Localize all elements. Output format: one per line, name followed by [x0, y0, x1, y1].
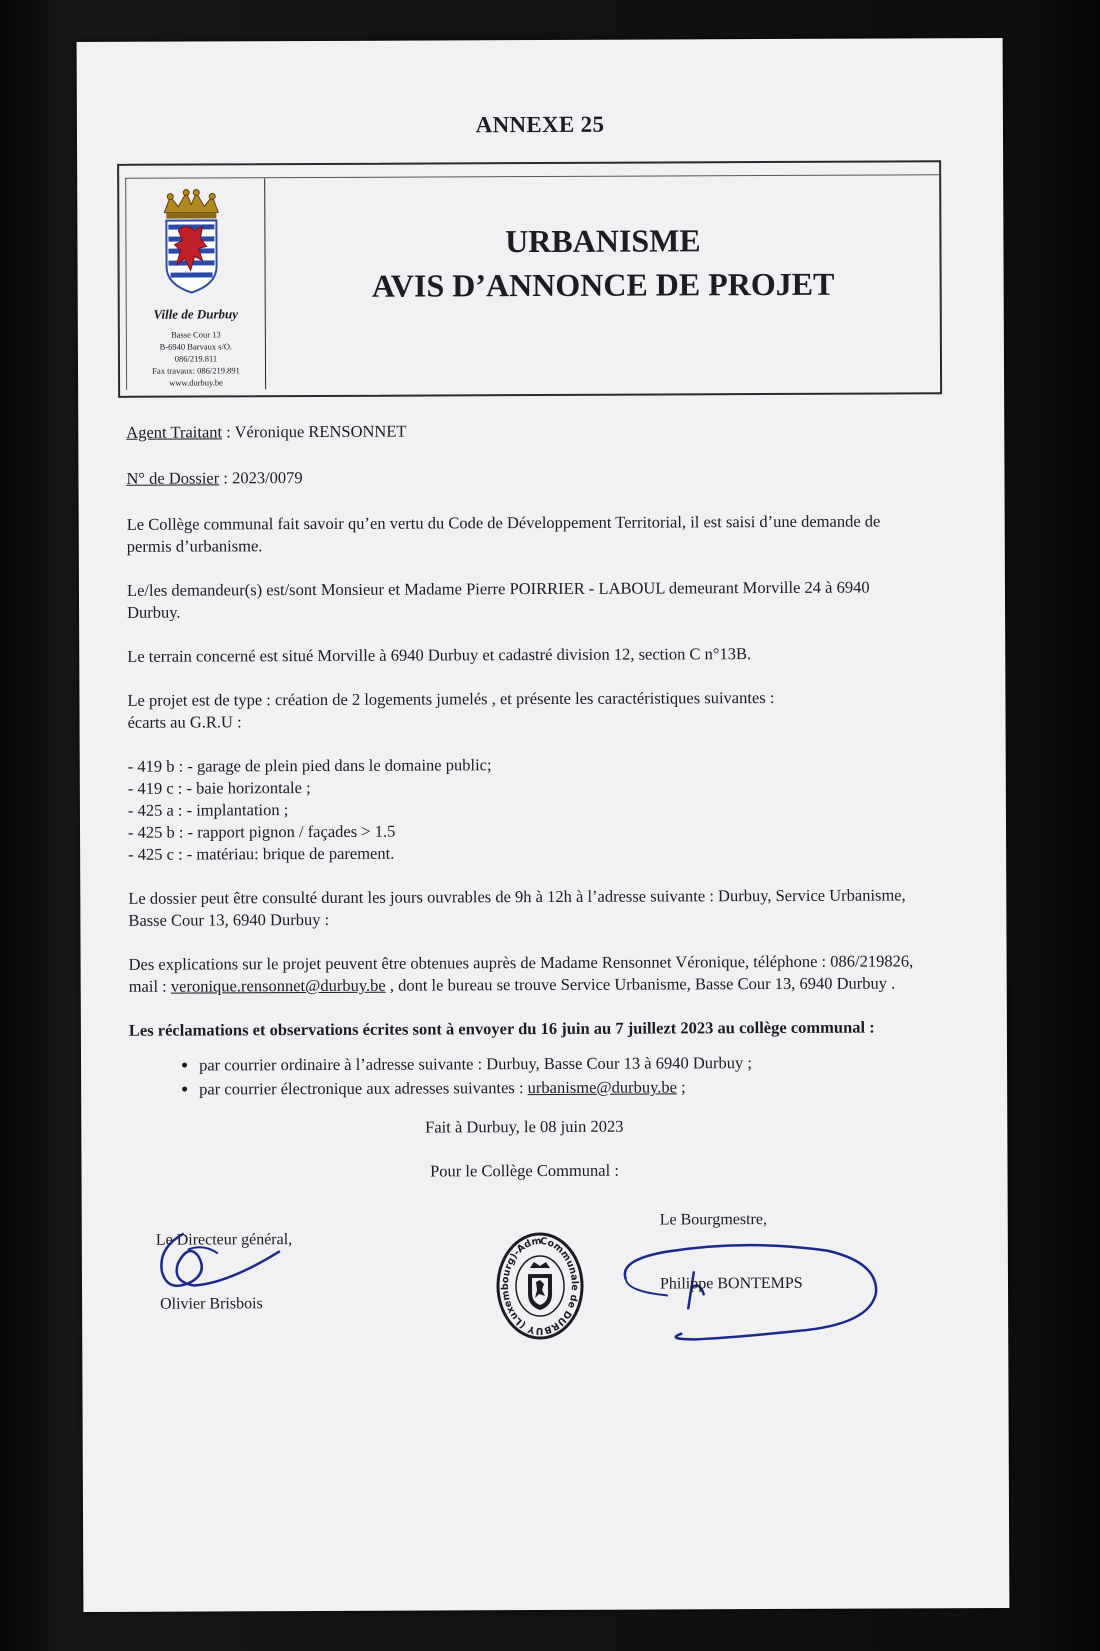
address-line: www.durbuy.be	[169, 377, 223, 388]
address-line: Fax travaux: 086/219.891	[152, 365, 240, 376]
director-name: Olivier Brisbois	[160, 1295, 263, 1313]
paragraph-explications	[129, 950, 919, 997]
submission-list	[129, 1050, 919, 1101]
notice-paper	[77, 38, 1010, 1612]
list-item: - 419 b : - garage de plein pied dans le domaine public;	[127, 755, 492, 776]
bourgmestre-name: Philippe BONTEMPS	[659, 1274, 803, 1293]
paragraph-demandeur: Le/les demandeur(s) est/sont Monsieur et Madame Pierre POIRRIER - LABOUL demeurant Morville 24 à 6940 Durbuy.	[126, 577, 870, 622]
pour-college: Pour le Collège Communal :	[430, 1160, 619, 1181]
paragraph-terrain: Le terrain concerné est situé Morville à 6940 Durbuy et cadastré division 12, section C n°13B.	[127, 644, 752, 666]
address-block	[127, 328, 265, 389]
list-item	[199, 1074, 919, 1101]
communal-seal-icon	[494, 1230, 586, 1342]
dossier-value: : 2023/0079	[223, 468, 303, 488]
paragraph-college: Le Collège communal fait savoir qu’en vertu du Code de Développement Territorial, il est saisi d’une demande de permis d’urbanisme.	[126, 511, 881, 556]
director-label: Le Directeur général,	[155, 1231, 293, 1249]
deviation-list	[128, 752, 918, 865]
list-item: - 425 c : - matériau: brique de parement.	[128, 843, 395, 864]
address-line: Basse Cour 13	[171, 329, 221, 340]
notice-body	[126, 418, 919, 1183]
title-avis: AVIS D’ANNONCE DE PROJET	[371, 265, 835, 304]
director-signature-icon	[148, 1223, 298, 1304]
header-inner	[125, 174, 940, 390]
explications-text: Des explications sur le projet peuvent être obtenues auprès de Madame Rensonnet Véronique, téléphone : 086/219826, mail :	[128, 951, 914, 996]
address-line: 086/219.811	[174, 353, 218, 364]
title-urbanisme: URBANISME	[505, 222, 701, 260]
email-link-urbanisme[interactable]: urbanisme@durbuy.be	[527, 1077, 677, 1098]
signature-area	[122, 1198, 963, 1362]
list-item: - 419 c : - baie horizontale ;	[127, 778, 311, 798]
bourgmestre-label: Le Bourgmestre,	[659, 1211, 767, 1229]
paragraph-ecarts: écarts au G.R.U :	[127, 712, 242, 732]
paragraph-consultation: Le dossier peut être consulté durant les jours ouvrables de 9h à 12h à l’adresse suivante : Durbuy, Service Urbanisme, Basse Cour 13, 6940 Durbuy :	[128, 885, 906, 930]
title-column	[266, 175, 940, 389]
dossier-label: N° de Dossier	[126, 468, 220, 488]
agent-label: Agent Traitant	[126, 422, 223, 442]
address-line: B-6940 Barvaux s/O.	[159, 341, 233, 352]
logo-column	[126, 178, 266, 390]
list-item: • par courrier ordinaire à l’adresse suivante : Durbuy, Basse Cour 13 à 6940 Durbuy ;	[199, 1050, 919, 1077]
ville-name: Ville de Durbuy	[153, 306, 239, 322]
list-item: - 425 b : - rapport pignon / façades > 1.5	[127, 821, 396, 842]
list-item: - 425 a : - implantation ;	[127, 800, 289, 820]
bullet-text: par courrier électronique aux adresses suivantes :	[199, 1078, 528, 1099]
fait-a-durbuy: Fait à Durbuy, le 08 juin 2023	[425, 1116, 624, 1137]
paragraph-reclamations: Les réclamations et observations écrites sont à envoyer du 16 juin au 7 juillezt 2023 au collège communal :	[128, 1017, 875, 1040]
header-box	[117, 160, 942, 398]
agent-value: : Véronique RENSONNET	[226, 421, 407, 442]
seal-text: Communale de DURBUY (Luxembourg)-Adm.	[499, 1235, 581, 1337]
paragraph-projet: Le projet est de type : création de 2 logements jumelés , et présente les caractéristiques suivantes :	[127, 687, 775, 710]
bullet-tail: ;	[676, 1077, 686, 1097]
durbuy-crest-icon	[156, 186, 226, 296]
explications-tail: , dont le bureau se trouve Service Urbanisme, Basse Cour 13, 6940 Durbuy .	[385, 973, 896, 995]
email-link-veronique[interactable]: veronique.rensonnet@durbuy.be	[170, 975, 386, 996]
annexe-label: ANNEXE 25	[475, 111, 605, 138]
